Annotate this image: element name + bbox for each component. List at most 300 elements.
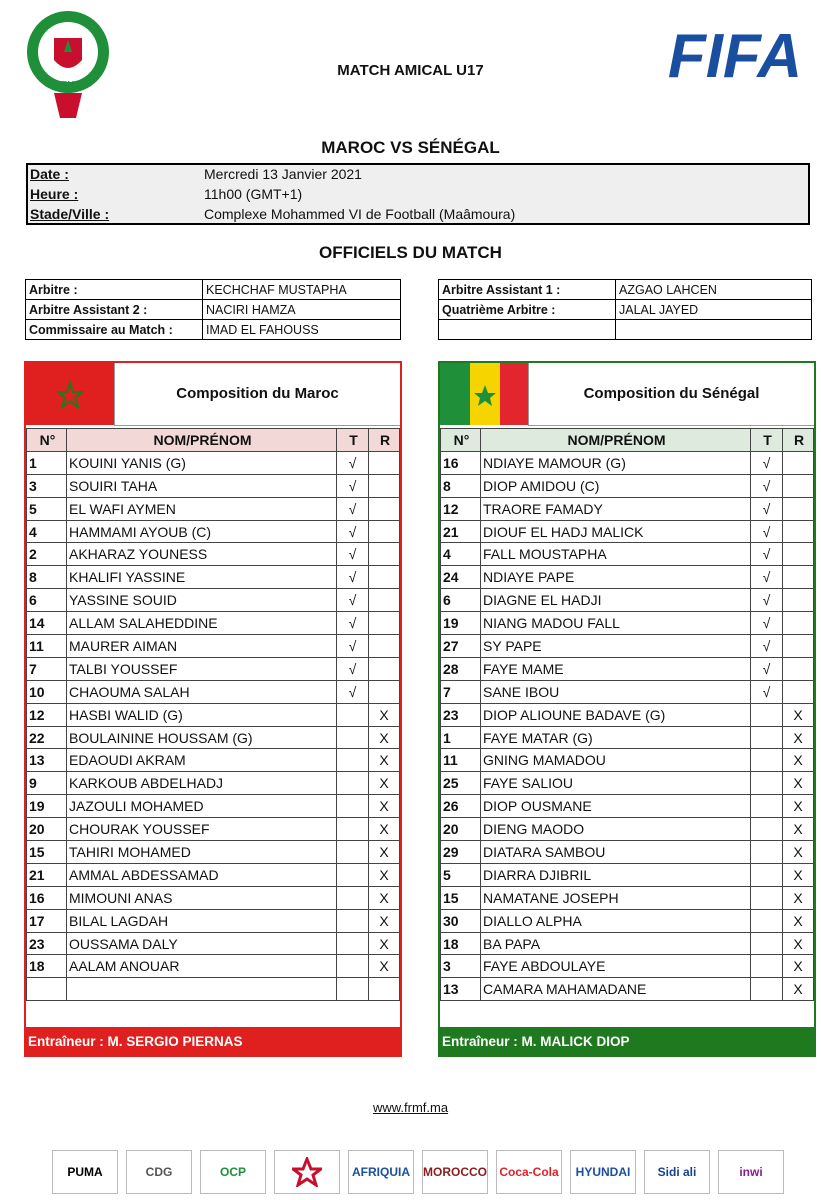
player-name: TRAORE FAMADY [481,497,751,520]
player-number: 15 [441,886,481,909]
player-name: ALLAM SALAHEDDINE [67,612,337,635]
starter-mark: √ [337,657,369,680]
empty-cell [439,320,616,340]
maroc-roster-table [26,428,400,1001]
player-name: BA PAPA [481,932,751,955]
starter-mark [337,841,369,864]
starter-mark: √ [337,497,369,520]
player-name: FAYE ABDOULAYE [481,955,751,978]
player-number: 28 [441,657,481,680]
time-label: Heure : [30,186,79,202]
morocco-flag-icon [26,363,114,425]
player-number: 3 [441,955,481,978]
player-name: MIMOUNI ANAS [67,886,337,909]
player-row [441,520,814,543]
player-number: 7 [27,657,67,680]
time-row [28,186,808,206]
player-name: NAMATANE JOSEPH [481,886,751,909]
reserve-mark: X [369,863,400,886]
reserve-mark [783,680,814,703]
player-name: BOULAININE HOUSSAM (G) [67,726,337,749]
player-name: FAYE MATAR (G) [481,726,751,749]
player-number: 8 [441,474,481,497]
sponsor-logo: HYUNDAI [570,1150,636,1194]
player-number: 29 [441,841,481,864]
col-name: NOM/PRÉNOM [481,429,751,452]
player-number: 3 [27,474,67,497]
player-row [441,749,814,772]
starter-mark [337,932,369,955]
date-label: Date : [30,166,69,182]
player-row [27,543,400,566]
player-number: 26 [441,795,481,818]
player-name: NDIAYE PAPE [481,566,751,589]
player-number: 16 [27,886,67,909]
reserve-mark [783,635,814,658]
assistant1-label: Arbitre Assistant 1 : [439,280,616,300]
player-row [27,978,400,1001]
venue-row [28,206,808,226]
reserve-mark: X [783,932,814,955]
player-number: 8 [27,566,67,589]
venue-label: Stade/Ville : [30,206,110,222]
player-number: 11 [27,635,67,658]
player-row [27,657,400,680]
reserve-mark [369,451,400,474]
player-row [441,451,814,474]
reserve-mark: X [783,772,814,795]
reserve-mark: X [369,932,400,955]
officials-title: OFFICIELS DU MATCH [319,243,502,262]
starter-mark [337,863,369,886]
player-row [441,657,814,680]
starter-mark [751,932,783,955]
star-icon [292,1157,322,1187]
reserve-mark [783,474,814,497]
starter-mark [337,772,369,795]
reserve-mark [369,978,400,1001]
starter-mark: √ [751,635,783,658]
player-row [27,451,400,474]
reserve-mark [369,680,400,703]
starter-mark [751,863,783,886]
reserve-mark: X [783,726,814,749]
player-number: 25 [441,772,481,795]
player-row [27,474,400,497]
empty-cell [616,320,812,340]
player-number: 22 [27,726,67,749]
player-row [441,772,814,795]
fourth-official-value: JALAL JAYED [616,300,812,320]
starter-mark [337,795,369,818]
player-row [27,818,400,841]
player-row [27,635,400,658]
player-row [441,612,814,635]
player-number: 5 [27,497,67,520]
starter-mark [337,818,369,841]
player-name: JAZOULI MOHAMED [67,795,337,818]
reserve-mark: X [369,886,400,909]
reserve-mark: X [783,978,814,1001]
player-name: MAURER AIMAN [67,635,337,658]
date-row [28,166,808,186]
starter-mark [337,726,369,749]
player-number: 23 [441,703,481,726]
player-name: GNING MAMADOU [481,749,751,772]
player-row [27,863,400,886]
senegal-coach: Entraîneur : M. MALICK DIOP [438,1027,816,1057]
player-number: 4 [441,543,481,566]
player-number: 21 [441,520,481,543]
player-row [27,680,400,703]
reserve-mark [369,589,400,612]
sponsor-logo: AFRIQUIA [348,1150,414,1194]
reserve-mark [369,497,400,520]
player-number: 23 [27,932,67,955]
reserve-mark: X [369,772,400,795]
player-number: 19 [441,612,481,635]
player-name: TALBI YOUSSEF [67,657,337,680]
starter-mark: √ [751,520,783,543]
col-reserve: R [369,429,400,452]
player-number: 7 [441,680,481,703]
starter-mark [751,818,783,841]
player-number: 18 [27,955,67,978]
starter-mark [751,726,783,749]
starter-mark: √ [751,474,783,497]
reserve-mark [783,451,814,474]
player-name: DIOP AMIDOU (C) [481,474,751,497]
player-number: 2 [27,543,67,566]
starter-mark: √ [751,612,783,635]
player-number: 5 [441,863,481,886]
player-row [441,635,814,658]
player-name: KOUINI YANIS (G) [67,451,337,474]
starter-mark [751,703,783,726]
reserve-mark [369,474,400,497]
player-row [441,474,814,497]
player-number: 9 [27,772,67,795]
reserve-mark [783,543,814,566]
starter-mark: √ [751,680,783,703]
player-name: SANE IBOU [481,680,751,703]
player-name: FAYE SALIOU [481,772,751,795]
player-name: EDAOUDI AKRAM [67,749,337,772]
sponsor-logo: OCP [200,1150,266,1194]
player-row [441,795,814,818]
player-row [27,932,400,955]
venue-value: Complexe Mohammed VI de Football (Maâmoura) [204,206,516,222]
starter-mark [751,909,783,932]
player-name: CHOURAK YOUSSEF [67,818,337,841]
player-name: FALL MOUSTAPHA [481,543,751,566]
reserve-mark: X [783,955,814,978]
reserve-mark: X [369,818,400,841]
reserve-mark [783,657,814,680]
reserve-mark [783,566,814,589]
referee-value: KECHCHAF MUSTAPHA [203,280,401,300]
player-name: DIOP ALIOUNE BADAVE (G) [481,703,751,726]
player-row [441,680,814,703]
assistant2-label: Arbitre Assistant 2 : [26,300,203,320]
reserve-mark [369,520,400,543]
starter-mark [337,955,369,978]
player-row [27,497,400,520]
player-number: 13 [27,749,67,772]
senegal-title: Composition du Sénégal [528,363,814,426]
reserve-mark: X [369,726,400,749]
col-num: N° [27,429,67,452]
starter-mark: √ [751,451,783,474]
starter-mark [751,886,783,909]
starter-mark [751,955,783,978]
commissioner-value: IMAD EL FAHOUSS [203,320,401,340]
player-name: DIATARA SAMBOU [481,841,751,864]
player-row [441,703,814,726]
player-row [27,612,400,635]
col-starter: T [337,429,369,452]
player-name: DIOP OUSMANE [481,795,751,818]
player-name: HASBI WALID (G) [67,703,337,726]
player-row [27,841,400,864]
reserve-mark [783,589,814,612]
sponsor-logo: inwi [718,1150,784,1194]
player-row [441,841,814,864]
officials-table-left [25,279,401,340]
starter-mark: √ [337,543,369,566]
starter-mark: √ [337,680,369,703]
player-row [27,955,400,978]
officials-table-right [438,279,812,340]
starter-mark: √ [337,589,369,612]
player-row [441,818,814,841]
player-row [27,772,400,795]
starter-mark [751,795,783,818]
roster-header-row [27,429,400,452]
player-name: SOUIRI TAHA [67,474,337,497]
player-number: 11 [441,749,481,772]
player-name: OUSSAMA DALY [67,932,337,955]
starter-mark: √ [751,589,783,612]
col-num: N° [441,429,481,452]
assistant1-value: AZGAO LAHCEN [616,280,812,300]
reserve-mark: X [783,841,814,864]
player-row [27,703,400,726]
reserve-mark [783,612,814,635]
player-row [441,932,814,955]
player-row [441,886,814,909]
col-reserve: R [783,429,814,452]
reserve-mark: X [783,703,814,726]
player-number [27,978,67,1001]
player-number: 13 [441,978,481,1001]
player-number: 6 [27,589,67,612]
player-number: 19 [27,795,67,818]
date-value: Mercredi 13 Janvier 2021 [204,166,362,182]
senegal-flag-icon [440,363,528,425]
fourth-official-label: Quatrième Arbitre : [439,300,616,320]
player-number: 1 [441,726,481,749]
player-name: CHAOUMA SALAH [67,680,337,703]
reserve-mark [369,566,400,589]
player-number: 18 [441,932,481,955]
player-row [441,497,814,520]
fixture-title: MAROC VS SÉNÉGAL [321,138,500,157]
player-number: 16 [441,451,481,474]
player-row [441,566,814,589]
reserve-mark: X [369,795,400,818]
starter-mark: √ [751,657,783,680]
player-number: 17 [27,909,67,932]
player-name: NIANG MADOU FALL [481,612,751,635]
starter-mark [751,841,783,864]
player-number: 20 [441,818,481,841]
col-starter: T [751,429,783,452]
player-name: AMMAL ABDESSAMAD [67,863,337,886]
referee-label: Arbitre : [26,280,203,300]
maroc-coach: Entraîneur : M. SERGIO PIERNAS [24,1027,402,1057]
sponsor-logo [274,1150,340,1194]
reserve-mark: X [783,749,814,772]
sponsor-logo: MOROCCO [422,1150,488,1194]
player-number: 27 [441,635,481,658]
sponsor-logo: Sidi ali [644,1150,710,1194]
player-number: 14 [27,612,67,635]
reserve-mark: X [783,863,814,886]
player-row [27,520,400,543]
time-value: 11h00 (GMT+1) [204,186,303,202]
reserve-mark: X [369,955,400,978]
player-name: DIAGNE EL HADJI [481,589,751,612]
reserve-mark: X [783,909,814,932]
col-name: NOM/PRÉNOM [67,429,337,452]
reserve-mark [369,612,400,635]
sponsor-logo: CDG [126,1150,192,1194]
player-row [441,978,814,1001]
player-number: 20 [27,818,67,841]
player-name: NDIAYE MAMOUR (G) [481,451,751,474]
reserve-mark [369,543,400,566]
starter-mark: √ [751,543,783,566]
match-info-box [26,163,810,225]
reserve-mark [783,497,814,520]
reserve-mark [783,520,814,543]
sponsor-logo: Coca-Cola [496,1150,562,1194]
player-name: CAMARA MAHAMADANE [481,978,751,1001]
starter-mark [751,772,783,795]
player-name: SY PAPE [481,635,751,658]
starter-mark [337,886,369,909]
frmf-logo-text: FRMF [56,80,80,89]
starter-mark [337,749,369,772]
player-number: 6 [441,589,481,612]
website-link[interactable]: www.frmf.ma [372,1100,449,1115]
player-name: DIOUF EL HADJ MALICK [481,520,751,543]
player-number: 1 [27,451,67,474]
starter-mark [337,909,369,932]
player-row [441,909,814,932]
reserve-mark: X [369,909,400,932]
roster-header-row [441,429,814,452]
starter-mark: √ [337,566,369,589]
reserve-mark: X [783,795,814,818]
player-row [27,909,400,932]
reserve-mark: X [369,703,400,726]
player-number: 30 [441,909,481,932]
sponsor-logo: PUMA [52,1150,118,1194]
starter-mark: √ [337,474,369,497]
reserve-mark: X [369,841,400,864]
player-name: DIALLO ALPHA [481,909,751,932]
sponsor-strip [52,1150,784,1194]
player-row [441,589,814,612]
player-number: 15 [27,841,67,864]
player-name [67,978,337,1001]
player-number: 21 [27,863,67,886]
player-row [441,863,814,886]
player-row [27,566,400,589]
player-name: AKHARAZ YOUNESS [67,543,337,566]
player-row [441,955,814,978]
player-number: 10 [27,680,67,703]
player-name: EL WAFI AYMEN [67,497,337,520]
starter-mark [337,703,369,726]
senegal-lineup [438,361,816,1057]
player-row [441,543,814,566]
player-name: DIENG MAODO [481,818,751,841]
player-name: FAYE MAME [481,657,751,680]
player-name: DIARRA DJIBRIL [481,863,751,886]
fifa-logo-text: FIFA [667,25,803,83]
player-row [27,726,400,749]
player-row [441,726,814,749]
reserve-mark: X [783,886,814,909]
senegal-header [440,363,814,425]
player-row [27,795,400,818]
player-name: YASSINE SOUID [67,589,337,612]
commissioner-label: Commissaire au Match : [26,320,203,340]
starter-mark: √ [337,635,369,658]
player-name: HAMMAMI AYOUB (C) [67,520,337,543]
maroc-lineup [24,361,402,1057]
player-name: KHALIFI YASSINE [67,566,337,589]
player-row [27,749,400,772]
player-name: KARKOUB ABDELHADJ [67,772,337,795]
starter-mark: √ [337,520,369,543]
reserve-mark [369,657,400,680]
player-number: 12 [441,497,481,520]
starter-mark: √ [751,566,783,589]
match-title: MATCH AMICAL U17 [337,62,484,79]
reserve-mark: X [783,818,814,841]
player-name: BILAL LAGDAH [67,909,337,932]
starter-mark [751,749,783,772]
starter-mark [337,978,369,1001]
player-number: 24 [441,566,481,589]
starter-mark [751,978,783,1001]
player-name: AALAM ANOUAR [67,955,337,978]
assistant2-value: NACIRI HAMZA [203,300,401,320]
senegal-roster-table [440,428,814,1001]
starter-mark: √ [337,451,369,474]
starter-mark: √ [751,497,783,520]
player-name: TAHIRI MOHAMED [67,841,337,864]
reserve-mark [369,635,400,658]
reserve-mark: X [369,749,400,772]
player-number: 12 [27,703,67,726]
maroc-title: Composition du Maroc [114,363,400,426]
starter-mark: √ [337,612,369,635]
